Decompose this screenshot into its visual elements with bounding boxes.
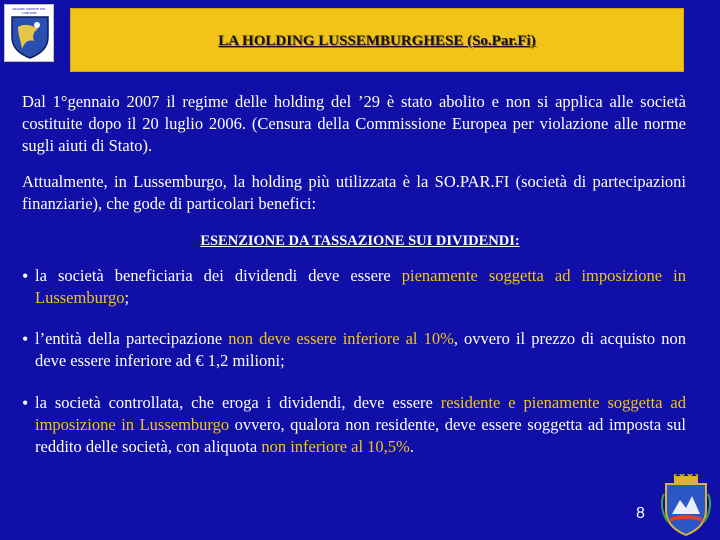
highlight-text: non inferiore al 10,5% xyxy=(261,437,410,456)
bullet-item xyxy=(22,392,686,458)
bullet-text: la società controllata, che eroga i dividendi, deve essere residente e pienamente soggetta ad imposizione in Lussemburgo ovvero, qualora non residente, deve essere soggetta ad imposta sul reddito delle società, con aliquota non inferiore al 10,5%. xyxy=(35,393,686,456)
bullet-dot-icon: • xyxy=(22,266,29,286)
paragraph-current: Attualmente, in Lussemburgo, la holding più utilizzata è la SO.PAR.FI (società di partecipazioni finanziarie), che gode di particolari benefici: xyxy=(22,172,686,213)
logo-caption: GRANDE ORIENTE DEL CANTONE xyxy=(12,7,46,15)
highlight-text: pienamente soggetta ad imposizione in Lussemburgo xyxy=(35,266,686,307)
paragraph-intro: Dal 1°gennaio 2007 il regime delle holding del ’29 è stato abolito e non si applica alle società costituite dopo il 20 luglio 2006. (Censura della Commissione Europea per violazione alle norme sugli aiuti di Stato). xyxy=(22,92,686,155)
highlight-text: residente e pienamente soggetta ad imposizione in Lussemburgo xyxy=(35,393,686,434)
bullet-dot-icon: • xyxy=(22,393,29,413)
highlight-text: non deve essere inferiore al 10% xyxy=(228,329,454,348)
section-heading: ESENZIONE DA TASSAZIONE SUI DIVIDENDI: xyxy=(200,233,520,249)
page-number: 8 xyxy=(636,505,645,522)
page-title: LA HOLDING LUSSEMBURGHESE (So.Par.Fi) xyxy=(218,33,536,49)
bullet-item xyxy=(22,265,686,309)
coat-of-arms-icon xyxy=(660,474,712,536)
top-left-logo xyxy=(4,4,54,62)
title-banner xyxy=(70,8,684,72)
shield-crest-icon xyxy=(10,15,50,59)
bullet-dot-icon: • xyxy=(22,329,29,349)
bullet-text: l’entità della partecipazione non deve essere inferiore al 10%, ovvero il prezzo di acquisto non deve essere inferiore ad € 1,2 milioni; xyxy=(35,329,687,370)
bullet-item xyxy=(22,328,686,372)
bullet-text: la società beneficiaria dei dividendi deve essere pienamente soggetta ad imposizione in Lussemburgo; xyxy=(35,266,686,307)
